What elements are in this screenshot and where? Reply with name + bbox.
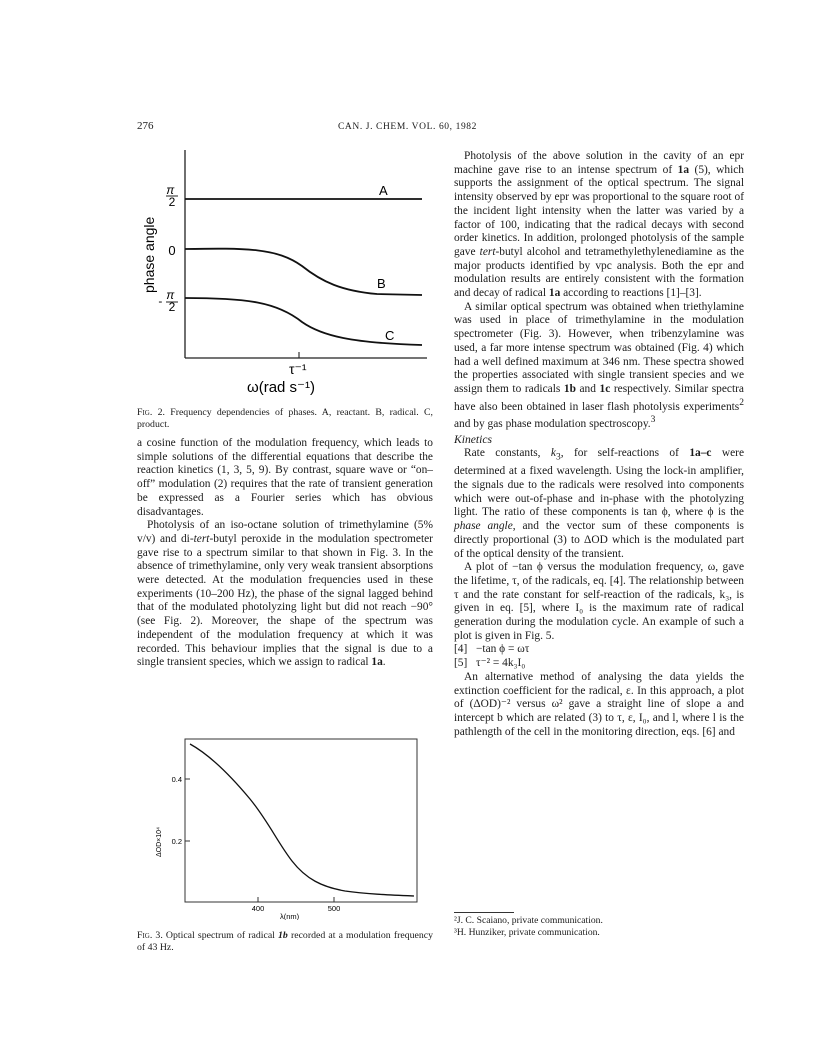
page-number: 276: [137, 120, 154, 132]
right-paragraph-3: Rate constants, $k_3$, for self-reactions of 1a–c were determined at a fixed wavelength. Using the lock-in amplifier, the signals due to the radicals were resolved into components which were out-of-phase and in-phase with the photolyzing light. The ratio of these components is tan ϕ, where ϕ is the phase angle, and the vector sum of these components is directly proportional (3) to ΔOD which is the modulated part of the optical density of the transient.: [454, 447, 744, 560]
right-paragraph-2: A similar optical spectrum was obtained when triethylamine was used in place of trimethylamine in the modulation spectrometer (Fig. 3). However, when tribenzylamine was used, a far more intense spectrum was obtained (Fig. 4) which had a well defined maximum at 346 nm. These spectra showed the properties associated with single transient species and we assign them to radicals 1b and 1c respectively. Similar spectra have also been obtained in laser flash photolysis experiments$^2$ and by gas phase modulation spectroscopy.$^3$: [454, 300, 744, 430]
equation-4: [4] −tan ϕ = ωτ: [454, 643, 530, 656]
right-paragraph-5: An alternative method of analysing the data yields the extinction coefficient for the radical, ε. In this approach, a plot of (ΔOD)⁻² versus ω² gave a straight line of slope a and intercept b which are related (3) to τ, ε, I₀, and l, where l is the pathlength of the cell in the monitoring direction, eqs. [6] and: [454, 670, 744, 738]
footnote-3: ³H. Hunziker, private communication.: [454, 927, 600, 938]
fig3-y-axis-label: ΔOD×10⁴: [156, 826, 163, 857]
footnotes: [454, 912, 744, 939]
footnote-2: ²J. C. Scaiano, private communication.: [454, 915, 603, 926]
figure-3-caption: Fig. 3. Optical spectrum of radical 1b recorded at a modulation frequency of 43 Hz.: [137, 930, 433, 953]
figure-2-caption: [137, 407, 433, 430]
fig3-x-tick-label-400: 400: [251, 904, 265, 913]
kinetics-heading: Kinetics: [454, 432, 492, 446]
fig3-y-tick-label-02: 0.2: [171, 837, 182, 846]
right-paragraph-4: A plot of −tan ϕ versus the modulation frequency, ω, gave the lifetime, τ, of the radicals, eq. [4]. The relationship between τ and the rate constant for self-reaction of the radicals, k₃, is given in eq. [5], where I₀ is the maximum rate of radical generation during the modulation cycle. An example of such a plot is given in Fig. 5.: [454, 561, 744, 642]
running-head: CAN. J. CHEM. VOL. 60, 1982: [337, 122, 477, 132]
fig2-label-a: A: [379, 183, 388, 198]
fig3-caption-label: Fig. 3.: [137, 930, 163, 941]
fig2-y-axis-label: phase angle: [141, 216, 157, 293]
fig3-frame: [185, 739, 417, 902]
fig2-y-tick-neg-pi-half: - π 2: [158, 288, 176, 314]
figure-2: [137, 140, 437, 400]
fig3-x-tick-label-500: 500: [327, 904, 341, 913]
fig3-y-tick-label-04: 0.4: [171, 775, 182, 784]
fig3-spectrum-curve: [190, 744, 414, 896]
left-paragraph-1: a cosine function of the modulation frequency, which leads to simple solutions of the differential equations that describe the reaction kinetics (1, 3, 5, 9). By contrast, square wave or “on–off” modulation (2) requires that the rate of transient generation be expressed as a Fourier series which has obvious disadvantages.: [137, 437, 433, 518]
left-paragraph-2: Photolysis of an iso-octane solution of trimethylamine (5% v/v) and di-tert-butyl peroxide in the modulation spectrometer gave rise to a spectrum similar to that shown in Fig. 3. In the absence of trimethylamine, only very weak transient absorptions were detected. At the modulation frequencies used in these experiments (10–200 Hz), the phase of the signal lagged behind that of the modulated photolyzing light but did not reach −90° (see Fig. 2). Moreover, the shape of the spectrum was independent of the modulation frequency at which it was recorded. This behaviour implies that the signal is due to a single transient species, which we assign to radical 1a.: [137, 519, 433, 669]
fig2-x-tick-label: τ⁻¹: [289, 361, 307, 377]
fig2-curve-b: [185, 249, 422, 295]
fig2-caption-label: Fig. 2.: [137, 407, 165, 418]
right-paragraph-1: Photolysis of the above solution in the cavity of an epr machine gave rise to an intense spectrum of 1a (5), which supports the assignment of the optical spectrum. The signal intensity observed by epr was proportional to the square root of the incident light intensity when the latter was varied by a factor of 100, indicating that the radical decays with second order kinetics. In addition, prolonged photolysis of the sample gave tert-butyl alcohol and tetramethylethylenediamine as the major products identified by vpc analysis. Both the epr and modulation results are entirely consistent with the formation and decay of radical 1a according to reactions [1]–[3].: [454, 150, 745, 300]
right-column: [454, 150, 744, 739]
footnote-rule: [454, 912, 514, 913]
fig2-x-axis-label: ω(rad s⁻¹): [247, 379, 315, 396]
fig2-caption-text: Frequency dependencies of phases. A, reactant. B, radical. C, product.: [137, 407, 433, 430]
fig3-x-axis-label: λ(nm): [280, 912, 300, 920]
fig2-y-tick-zero: 0: [168, 243, 176, 258]
left-column: [137, 437, 433, 670]
fig2-y-tick-pi-half: π 2: [166, 183, 176, 209]
fig2-label-c: C: [385, 328, 395, 343]
equation-5: [5] τ⁻² = 4k₃I₀: [454, 657, 526, 670]
figure-3: [150, 735, 430, 920]
fig2-label-b: B: [377, 276, 386, 291]
